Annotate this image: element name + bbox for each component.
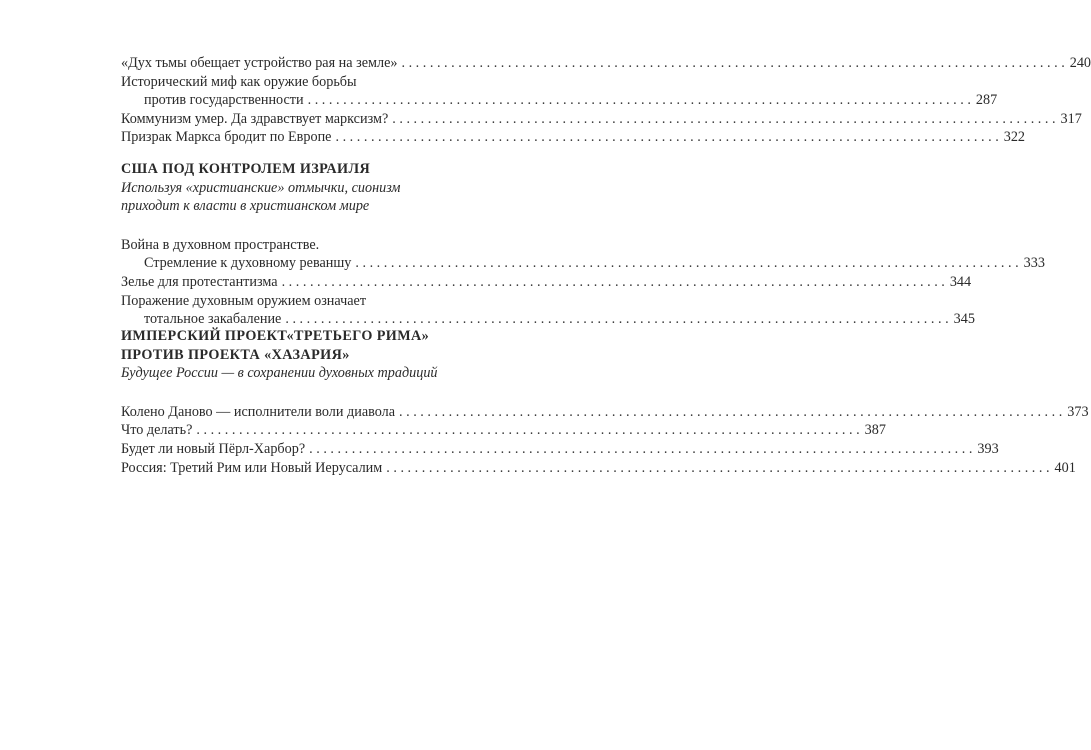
table-of-contents bbox=[121, 54, 1091, 476]
leader-dots bbox=[309, 440, 972, 459]
toc-section-empire bbox=[121, 327, 1089, 477]
toc-group-intro bbox=[121, 54, 1091, 147]
toc-page-number: 287 bbox=[975, 92, 998, 109]
toc-page-number: 373 bbox=[1067, 403, 1089, 420]
spacer bbox=[121, 216, 494, 236]
toc-entry-title: «Дух тьмы обещает устройство рая на земле» bbox=[121, 55, 398, 71]
leader-dots bbox=[196, 421, 859, 440]
leader-dots bbox=[399, 403, 1062, 422]
leader-dots bbox=[308, 91, 971, 110]
leader-dots bbox=[386, 459, 1049, 478]
section-heading: США ПОД КОНТРОЛЕМ ИЗРАИЛЯ bbox=[121, 161, 371, 177]
section-subtitle-line: приходит к власти в христианском мире bbox=[121, 198, 370, 215]
toc-page-number: 333 bbox=[1023, 255, 1045, 272]
toc-entry-title-continuation: Стремление к духовному реваншу bbox=[144, 255, 352, 272]
section-heading-line: ИМПЕРСКИЙ ПРОЕКТ«ТРЕТЬЕГО РИМА» bbox=[121, 328, 430, 344]
toc-entry-title: Россия: Третий Рим или Новый Иерусалим bbox=[121, 459, 383, 476]
toc-entry-title: Война в духовном пространстве. bbox=[121, 236, 320, 253]
toc-page-number: 344 bbox=[949, 273, 972, 290]
toc-entry bbox=[121, 459, 1076, 478]
toc-section-usa bbox=[121, 160, 1045, 329]
toc-page-number: 393 bbox=[977, 440, 999, 457]
section-subtitle bbox=[121, 364, 494, 383]
toc-entry bbox=[121, 421, 886, 440]
toc-page-number: 401 bbox=[1054, 459, 1076, 476]
toc-entry-title: Зелье для протестантизма bbox=[121, 273, 278, 290]
toc-entry bbox=[121, 292, 975, 329]
leader-dots bbox=[285, 310, 948, 329]
leader-dots bbox=[401, 54, 1064, 73]
toc-entry bbox=[121, 403, 1089, 422]
toc-page-number: 345 bbox=[953, 311, 975, 328]
leader-dots bbox=[392, 110, 1055, 129]
toc-entry-title: Колено Даново — исполнители воли диавола bbox=[121, 403, 396, 420]
section-heading bbox=[121, 327, 494, 364]
toc-entry-title: Исторический миф как оружие борьбы bbox=[121, 73, 357, 90]
section-subtitle-line: Используя «христианские» отмычки, сионизм bbox=[121, 179, 401, 196]
section-heading-line: ПРОТИВ ПРОЕКТА «ХАЗАРИЯ» bbox=[121, 346, 350, 363]
toc-entry-title-continuation: тотальное закабаление bbox=[144, 311, 282, 328]
toc-entry-title-continuation: против государственности bbox=[144, 92, 304, 109]
toc-entry bbox=[121, 236, 1045, 273]
toc-entry-title: Будет ли новый Пёрл-Харбор? bbox=[121, 440, 306, 457]
toc-entry-title: Призрак Маркса бродит по Европе bbox=[121, 129, 332, 146]
toc-entry bbox=[121, 54, 1091, 73]
toc-page-number: 387 bbox=[864, 422, 886, 439]
toc-entry bbox=[121, 273, 972, 292]
toc-entry-title: Что делать? bbox=[121, 422, 193, 439]
leader-dots bbox=[335, 128, 998, 147]
toc-entry bbox=[121, 440, 999, 459]
section-subtitle bbox=[121, 179, 494, 216]
section-subtitle-line: Будущее России — в сохранении духовных традиций bbox=[121, 365, 438, 382]
toc-entry bbox=[121, 128, 1026, 147]
toc-entry-title: Поражение духовным оружием означает bbox=[121, 292, 367, 309]
toc-entry-title: Коммунизм умер. Да здравствует марксизм? bbox=[121, 110, 389, 127]
toc-page-number: 322 bbox=[1003, 129, 1026, 146]
toc-entry bbox=[121, 110, 1082, 129]
toc-page-number: 240 bbox=[1069, 55, 1091, 71]
toc-entry bbox=[121, 73, 998, 110]
leader-dots bbox=[282, 273, 945, 292]
toc-page-number: 317 bbox=[1060, 110, 1082, 127]
leader-dots bbox=[355, 254, 1018, 273]
spacer bbox=[121, 383, 494, 403]
